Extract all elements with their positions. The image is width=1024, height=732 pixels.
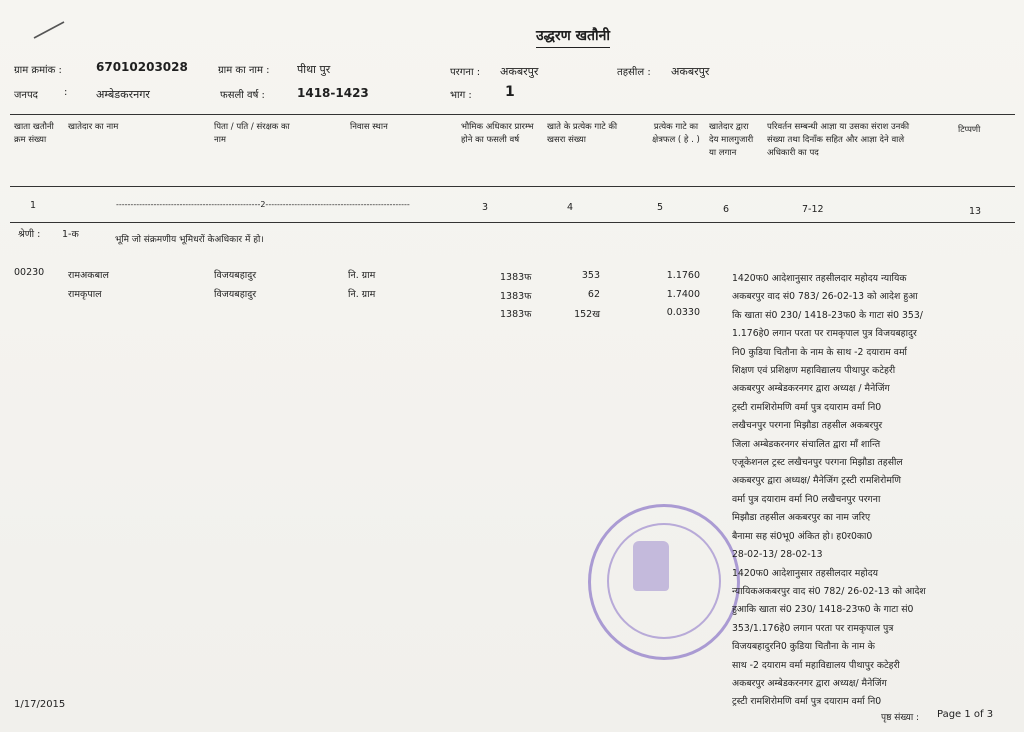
tehsil-value: अकबरपुर xyxy=(671,65,710,78)
remark-line: न्यायिकअकबरपुर वाद सं0 782/ 26-02-13 को आदेश xyxy=(732,585,926,597)
plot-khasra: 62 xyxy=(587,289,600,300)
remark-line: 1.176हे0 लगान परता पर रामकृपाल पुत्र विजयबहादुर xyxy=(732,328,917,340)
numbers-bottom-rule xyxy=(10,222,1015,223)
col-header-residence: निवास स्थान xyxy=(350,122,388,132)
remark-line: कि खाता सं0 230/ 1418-23फ0 के गाटा सं0 353/ xyxy=(732,309,923,321)
owner-residence: नि. ग्राम xyxy=(348,289,376,300)
gram-naam-label: ग्राम का नाम : xyxy=(218,65,270,76)
col-number-7-12: 7-12 xyxy=(802,204,824,215)
col-number-5: 5 xyxy=(657,202,664,213)
col-header-tippani: टिप्पणी xyxy=(958,125,981,135)
gram-naam-value: पीथा पुर xyxy=(297,63,331,76)
document-title: उद्धरण खतौनी xyxy=(536,26,610,48)
col-header-parivartan: परिवर्तन सम्बन्धी आज्ञा या उसका संराश उनकी संख्या तथा दिनाँक सहित और आज्ञा देने वाले अधिकारी का पद xyxy=(767,122,910,158)
remark-line: अकबरपुर वाद सं0 783/ 26-02-13 को आदेश हुआ xyxy=(732,291,918,303)
remark-line: विजयबहादुरनि0 कुडिया चितौना के नाम के xyxy=(732,641,875,653)
col-header-lagan: खातेदार द्वारा देय मालगुजारी या लगान xyxy=(709,122,754,158)
seal-emblem-icon xyxy=(633,541,669,591)
owner-father: विजयबहादुर xyxy=(214,289,257,300)
plot-area: 1.1760 xyxy=(666,270,700,281)
plot-area: 1.7400 xyxy=(666,289,700,300)
shreni-description: भूमि जो संक्रमणीय भूमिधरों केअधिकार में हो। xyxy=(115,235,264,245)
shreni-code: 1-क xyxy=(62,229,79,240)
col-header-bhumik-year: भौमिक अधिकार प्रारम्भ होने का फसली वर्ष xyxy=(461,122,534,145)
header-bottom-rule xyxy=(10,186,1015,187)
plot-khasra: 353 xyxy=(581,270,600,281)
owner-name: रामकृपाल xyxy=(68,289,102,300)
pen-stroke-mark xyxy=(30,18,70,42)
plot-year: 1383फ xyxy=(500,291,532,302)
page-number: Page 1 of 3 xyxy=(937,709,994,720)
remark-line: एजूकेशनल ट्रस्ट लखैचनपुर परगना मिझौडा तहसील xyxy=(732,457,903,469)
remark-line: लखैचनपुर परगना मिझौडा तहसील अकबरपुर xyxy=(732,420,883,432)
plot-year: 1383फ xyxy=(500,272,532,283)
plot-area: 0.0330 xyxy=(666,307,700,318)
col-number-13: 13 xyxy=(969,206,982,217)
gram-kramank-value: 67010203028 xyxy=(96,60,188,74)
remark-line: बैनामा सह सं0भू0 अंकित हो। ह0र0का0 xyxy=(732,530,873,542)
remark-line: अकबरपुर अम्बेडकरनगर द्वारा अध्यक्ष/ मैनेजिंग xyxy=(732,677,887,689)
owner-father: विजयबहादुर xyxy=(214,270,257,281)
remark-line: नि0 कुडिया चितौना के नाम के साथ -2 दयाराम वर्मा xyxy=(732,346,907,358)
shreni-label: श्रेणी : xyxy=(18,229,41,240)
bhag-label: भाग : xyxy=(450,90,472,101)
remark-line: वर्मा पुत्र दयाराम वर्मा नि0 लखैचनपुर परगना xyxy=(732,493,881,505)
pargana-value: अकबरपुर xyxy=(500,65,539,78)
col-header-area: प्रत्येक गाटे का क्षेत्रफल ( हे . ) xyxy=(652,122,700,145)
col-header-owner-name: खातेदार का नाम xyxy=(68,122,119,132)
remark-line: 1420फ0 आदेशानुसार तहसीलदार महोदय न्यायिक xyxy=(732,273,907,284)
official-seal-stamp xyxy=(588,504,740,660)
remark-line: मिझौडा तहसील अकबरपुर का नाम जरिए xyxy=(732,512,871,524)
remark-line: जिला अम्बेडकरनगर संचालित द्वारा माँ शान्ति xyxy=(732,438,881,450)
owner-name: रामअकबाल xyxy=(68,270,109,281)
gram-kramank-label: ग्राम क्रमांक : xyxy=(14,65,62,76)
table-top-rule xyxy=(10,114,1015,115)
plot-khasra: 152ख xyxy=(574,309,600,320)
parivartan-remarks xyxy=(732,270,957,712)
col-header-khasra: खाते के प्रत्येक गाटे की खसरा संख्या xyxy=(547,122,618,145)
remark-line: ट्रस्टी रामशिरोमणि वर्मा पुत्र दयाराम वर्मा नि0 xyxy=(732,696,882,708)
remark-line: 1420फ0 आदेशानुसार तहसीलदार महोदय xyxy=(732,567,879,579)
print-date: 1/17/2015 xyxy=(14,699,66,710)
khata-number: 00230 xyxy=(14,267,45,278)
col-number-4: 4 xyxy=(567,202,574,213)
col-number-1: 1 xyxy=(30,200,37,211)
col-number-6: 6 xyxy=(723,204,730,215)
remark-line: हुआकि खाता सं0 230/ 1418-23फ0 के गाटा सं0 xyxy=(732,604,914,616)
pargana-label: परगना : xyxy=(450,67,481,78)
fasli-label: फसली वर्ष : xyxy=(220,90,265,101)
janpad-colon: : xyxy=(64,87,68,98)
remark-line: 353/1.176हे0 लगान परता पर रामकृपाल पुत्र xyxy=(732,622,894,634)
remark-line: अकबरपुर द्वारा अध्यक्ष/ मैनेजिंग ट्रस्टी रामशिरोमणि xyxy=(732,475,902,487)
remark-line: 28-02-13/ 28-02-13 xyxy=(732,549,823,561)
remark-line: अकबरपुर अम्बेडकरनगर द्वारा अध्यक्ष / मैनेजिंग xyxy=(732,383,890,395)
remark-line: शिक्षण एवं प्रशिक्षण महाविद्यालय पीथापुर कटेहरी xyxy=(732,365,896,377)
bhag-value: 1 xyxy=(505,84,515,100)
col-header-father-name: पिता / पति / संरक्षक का नाम xyxy=(214,122,290,145)
col-number-3: 3 xyxy=(482,202,489,213)
tehsil-label: तहसील : xyxy=(617,67,651,78)
remark-line: ट्रस्टी रामशिरोमणि वर्मा पुत्र दयाराम वर्मा नि0 xyxy=(732,401,882,413)
remark-line: साथ -2 दयाराम वर्मा महाविद्यालय पीथापुर कटेहरी xyxy=(732,659,900,671)
janpad-label: जनपद xyxy=(14,90,38,101)
fasli-value: 1418-1423 xyxy=(297,86,369,100)
col-number-2-span: --------------------------------------------------2-------------------------------------------------- xyxy=(116,200,410,209)
owner-residence: नि. ग्राम xyxy=(348,270,376,281)
plot-year: 1383फ xyxy=(500,309,532,320)
page-label: पृष्ठ संख्या : xyxy=(881,713,920,723)
janpad-value: अम्बेडकरनगर xyxy=(96,88,150,101)
col-header-khata: खाता खतौनी क्रम संख्या xyxy=(14,122,54,145)
